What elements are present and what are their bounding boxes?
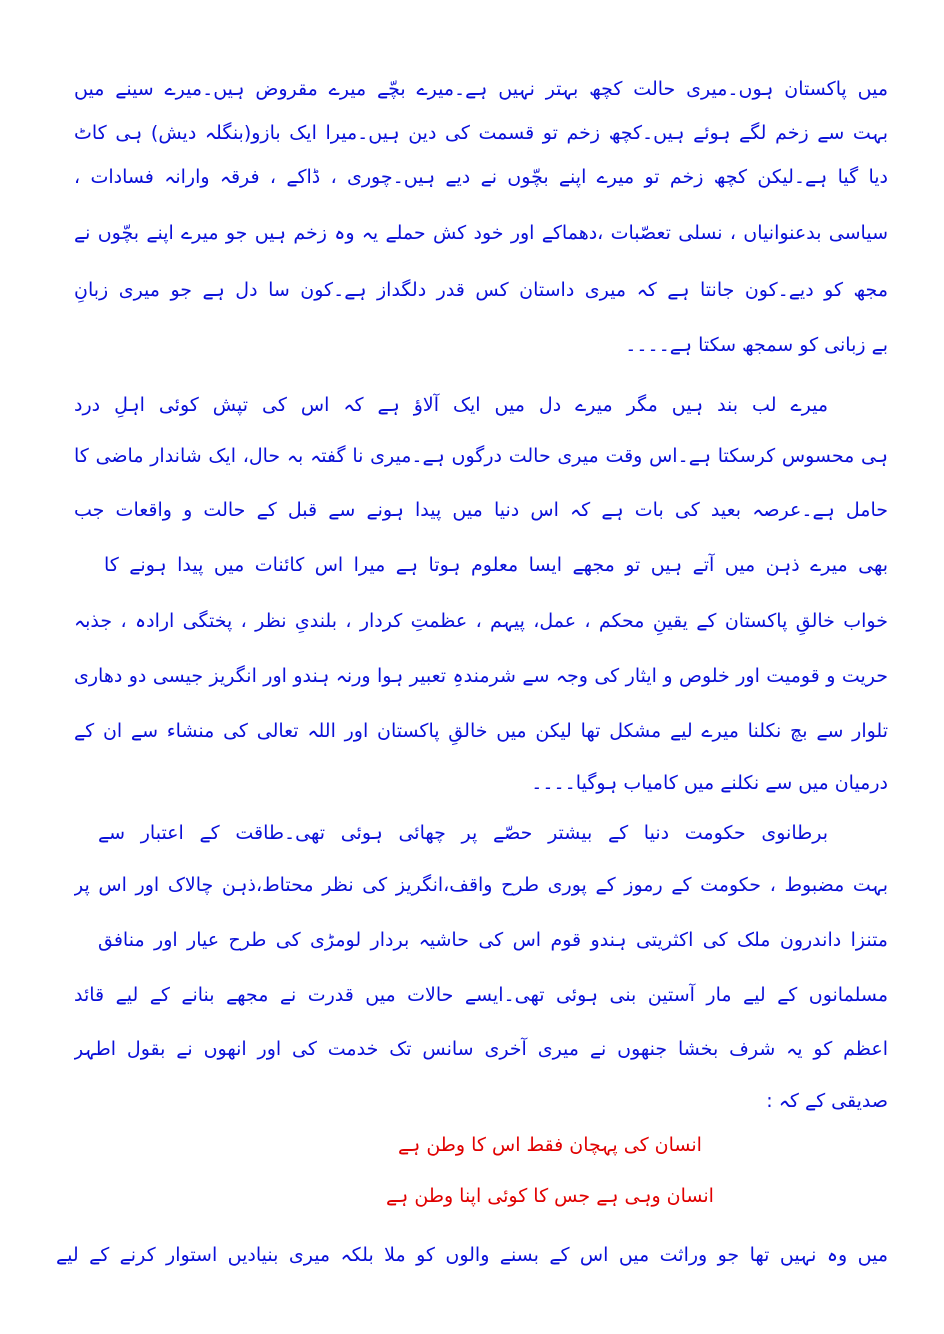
paragraph-2-line-8: درمیان میں سے نکلنے میں کامیاب ہوگیا۔۔۔۔ — [531, 772, 888, 794]
paragraph-4-line-1: میں وہ نہیں تھا جو وراثت میں اس کے بسنے والوں کو ملا بلکہ میری بنیادیں استوار کرنے کے لیے — [56, 1244, 888, 1266]
paragraph-1-line-3: دیا گیا ہے۔لیکن کچھ زخم تو میرے اپنے بچّوں نے دیے ہیں۔چوری ، ڈاکے ، فرقہ وارانہ فسادات ، — [74, 166, 888, 188]
paragraph-3-line-2: بہت مضبوط ، حکومت کے رموز کے پوری طرح واقف،انگریز کی نظر محتاط،ذہن چالاک اور اس پر — [74, 874, 888, 896]
paragraph-3-line-4: مسلمانوں کے لیے مار آستین بنی ہوئی تھی۔ایسے حالات میں قدرت نے مجھے بنانے کے لیے قائد — [74, 984, 888, 1006]
paragraph-1-line-4: سیاسی بدعنوانیاں ، نسلی تعصّبات ،دھماکے اور خود کش حملے یہ وہ زخم ہیں جو میرے اپنے بچّوں نے — [74, 222, 888, 244]
verse-line-1: انسان کی پہچان فقط اس کا وطن ہے — [398, 1134, 702, 1156]
paragraph-3-line-3: متنزا داندرون ملک کی اکثریتی ہندو قوم اس کی حاشیہ بردار لومڑی کی طرح عیار اور منافق — [98, 929, 888, 951]
paragraph-2-line-7: تلوار سے بچ نکلنا میرے لیے مشکل تھا لیکن میں خالقِ پاکستان اور اللہ تعالی کی منشاء سے ان کے — [74, 720, 888, 742]
paragraph-2-line-5: خواب خالقِ پاکستان کے یقینِ محکم ، عمل، پیہم ، عظمتِ کردار ، بلندیِ نظر ، پختگی ارادہ ، جذبہ — [74, 610, 888, 632]
paragraph-2-line-2: ہی محسوس کرسکتا ہے۔اس وقت میری حالت درگوں ہے۔میری نا گفتہ بہ حال، ایک شاندار ماضی کا — [74, 445, 888, 467]
paragraph-2-line-4: بھی میرے ذہن میں آتے ہیں تو مجھے ایسا معلوم ہوتا ہے میرا اس کائنات میں پیدا ہونے کا — [104, 554, 888, 576]
paragraph-1-line-6: بے زبانی کو سمجھ سکتا ہے۔۔۔۔ — [625, 334, 888, 356]
paragraph-1-line-5: مجھ کو دیے۔کون جانتا ہے کہ میری داستان کس قدر دلگداز ہے۔کون سا دل ہے جو میری زبانِ — [74, 279, 888, 301]
paragraph-2-line-6: حریت و قومیت اور خلوص و ایثار کی وجہ سے شرمندہِ تعبیر ہوا ورنہ ہندو اور انگریز جیسی دو دھاری — [74, 665, 888, 687]
verse-line-2: انسان وہی ہے جس کا کوئی اپنا وطن ہے — [386, 1185, 714, 1207]
paragraph-3-line-6: صدیقی کے کہ : — [766, 1090, 888, 1112]
paragraph-3-line-1: برطانوی حکومت دنیا کے بیشتر حصّے پر چھائی ہوئی تھی۔طاقت کے اعتبار سے — [98, 822, 828, 844]
paragraph-1-line-1: میں پاکستان ہوں۔میری حالت کچھ بہتر نہیں ہے۔میرے بچّے میرے مقروض ہیں۔میرے سینے میں — [74, 78, 888, 100]
paragraph-1-line-2: بہت سے زخم لگے ہوئے ہیں۔کچھ زخم تو قسمت کی دین ہیں۔میرا ایک بازو(بنگلہ دیش) ہی کاٹ — [74, 122, 888, 144]
paragraph-2-line-3: حامل ہے۔عرصہ بعید کی بات ہے کہ اس دنیا میں پیدا ہونے سے قبل کے حالت و واقعات جب — [74, 499, 888, 521]
paragraph-2-line-1: میرے لب بند ہیں مگر میرے دل میں ایک آلاؤ ہے کہ اس کی تپش کوئی اہلِ درد — [74, 394, 828, 416]
paragraph-3-line-5: اعظم کو یہ شرف بخشا جنھوں نے میری آخری سانس تک خدمت کی اور انھوں نے بقول اطہر — [74, 1038, 888, 1060]
